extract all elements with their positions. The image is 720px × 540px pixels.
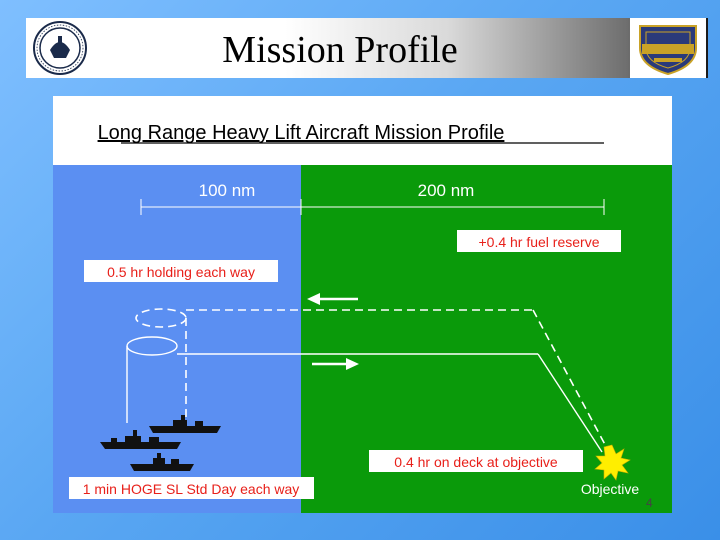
slide-title: Mission Profile	[222, 29, 458, 71]
sea-distance-label: 100 nm	[198, 181, 256, 200]
hoge-label: 1 min HOGE SL Std Day each way	[82, 481, 300, 497]
land-distance-label: 200 nm	[417, 181, 475, 200]
fuel-reserve-label: +0.4 hr fuel reserve	[478, 234, 600, 250]
slide-number: 4	[646, 496, 653, 510]
holding-label: 0.5 hr holding each way	[107, 264, 255, 280]
mission-diagram	[53, 96, 672, 513]
on-deck-label: 0.4 hr on deck at objective	[394, 454, 558, 470]
objective-label: Objective	[580, 481, 640, 497]
diagram-heading: Long Range Heavy Lift Aircraft Mission Profile	[97, 122, 505, 144]
